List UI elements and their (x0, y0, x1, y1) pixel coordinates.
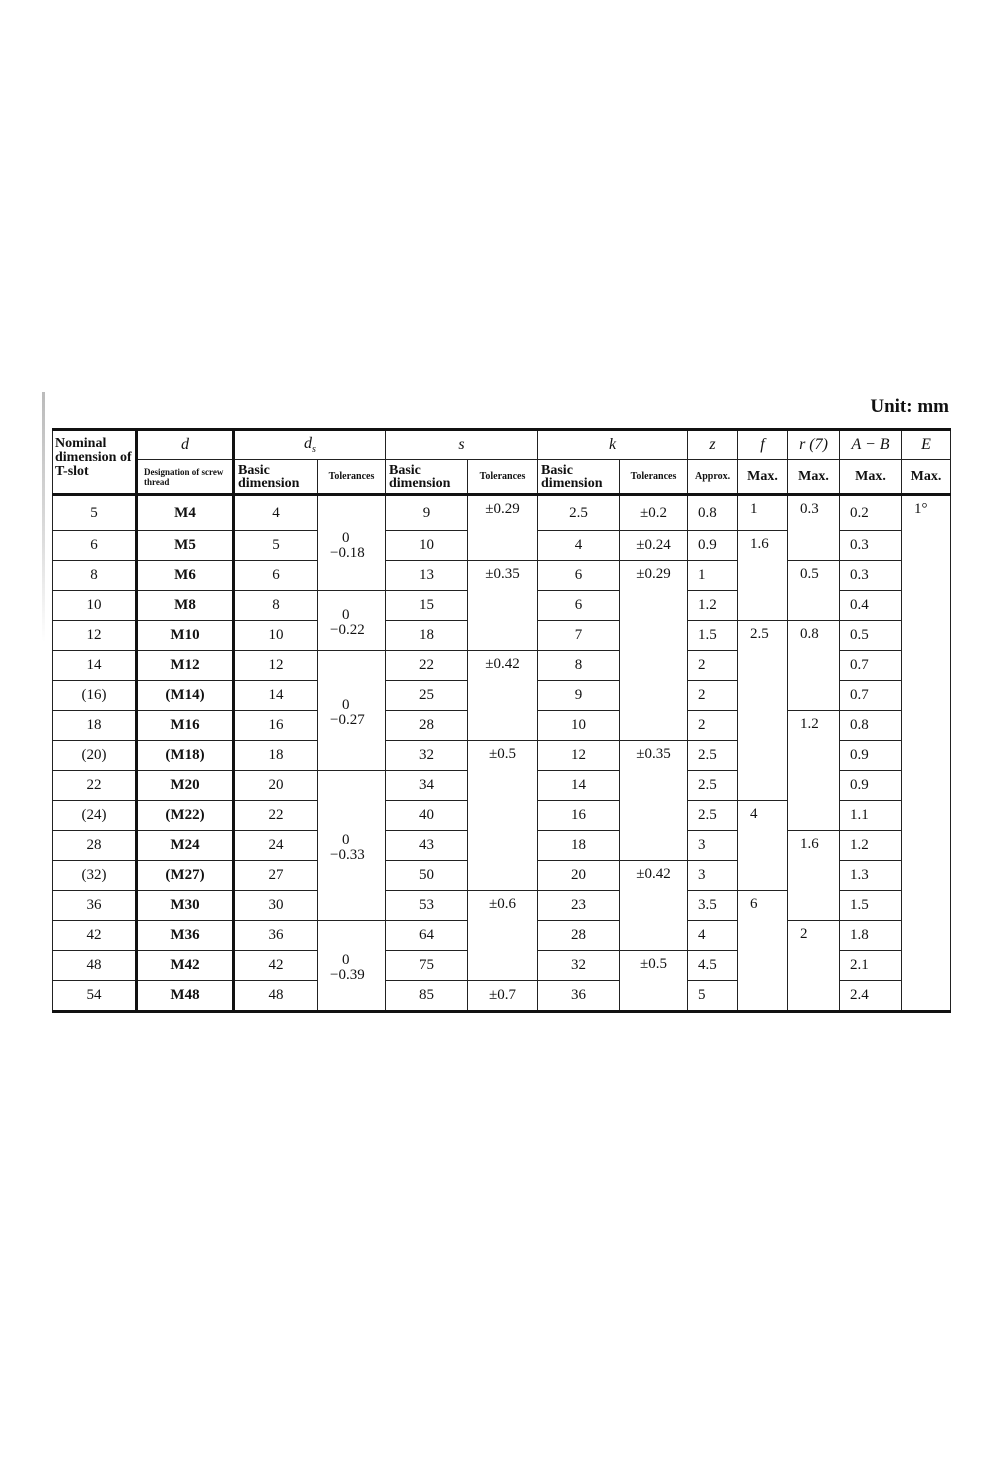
ds-tolerance-cell: 0 −0.39 (318, 921, 386, 1012)
cell-ab: 0.9 (840, 771, 902, 801)
cell-nominal: (16) (53, 681, 137, 711)
scan-edge-shadow (42, 392, 45, 642)
header-e: E (902, 430, 951, 460)
cell-ab: 0.5 (840, 621, 902, 651)
k-tolerance-cell: ±0.2 (620, 495, 688, 531)
cell-ab: 0.2 (840, 495, 902, 531)
cell-ds: 8 (234, 591, 318, 621)
header-f: f (738, 430, 788, 460)
r-max-cell: 0.5 (788, 561, 840, 621)
cell-nominal: (20) (53, 741, 137, 771)
cell-z: 0.9 (688, 531, 738, 561)
cell-d: (M22) (137, 801, 234, 831)
cell-ab: 0.7 (840, 681, 902, 711)
cell-ds: 48 (234, 981, 318, 1012)
cell-nominal: 18 (53, 711, 137, 741)
cell-k: 36 (538, 981, 620, 1012)
cell-nominal: 36 (53, 891, 137, 921)
cell-ds: 5 (234, 531, 318, 561)
cell-d: (M18) (137, 741, 234, 771)
cell-d: M16 (137, 711, 234, 741)
cell-ds: 4 (234, 495, 318, 531)
cell-d: M5 (137, 531, 234, 561)
cell-ab: 1.5 (840, 891, 902, 921)
cell-k: 6 (538, 561, 620, 591)
r-max-cell: 0.8 (788, 621, 840, 711)
cell-s: 53 (386, 891, 468, 921)
header-d-designation: Designation of screw thread (137, 460, 234, 495)
cell-ab: 0.4 (840, 591, 902, 621)
cell-s: 9 (386, 495, 468, 531)
cell-ab: 0.8 (840, 711, 902, 741)
cell-ab: 0.3 (840, 561, 902, 591)
cell-ab: 2.4 (840, 981, 902, 1012)
e-max-cell: 1° (902, 495, 951, 1012)
f-max-cell: 6 (738, 891, 788, 1012)
header-f-max: Max. (738, 460, 788, 495)
cell-z: 3 (688, 831, 738, 861)
cell-nominal: 8 (53, 561, 137, 591)
cell-ds: 14 (234, 681, 318, 711)
header-ds-basic: Basic dimension (234, 460, 318, 495)
header-z: z (688, 430, 738, 460)
cell-k: 2.5 (538, 495, 620, 531)
cell-z: 1 (688, 561, 738, 591)
cell-d: M42 (137, 951, 234, 981)
header-ab-max: Max. (840, 460, 902, 495)
header-ds-tolerances: Tolerances (318, 460, 386, 495)
cell-nominal: 54 (53, 981, 137, 1012)
cell-s: 64 (386, 921, 468, 951)
cell-ab: 0.7 (840, 651, 902, 681)
cell-s: 43 (386, 831, 468, 861)
f-max-cell: 2.5 (738, 621, 788, 801)
header-e-max: Max. (902, 460, 951, 495)
cell-ab: 2.1 (840, 951, 902, 981)
cell-ds: 10 (234, 621, 318, 651)
cell-s: 10 (386, 531, 468, 561)
cell-ab: 0.3 (840, 531, 902, 561)
s-tolerance-cell: ±0.35 (468, 561, 538, 651)
cell-ab: 1.2 (840, 831, 902, 861)
table-row (53, 561, 951, 591)
cell-s: 25 (386, 681, 468, 711)
cell-k: 8 (538, 651, 620, 681)
k-tolerance-cell: ±0.29 (620, 561, 688, 741)
cell-s: 34 (386, 771, 468, 801)
header-k-basic: Basic dimension (538, 460, 620, 495)
header-nominal: Nominal dimension of T-slot (53, 430, 137, 495)
header-s: s (386, 430, 538, 460)
cell-z: 4.5 (688, 951, 738, 981)
cell-k: 28 (538, 921, 620, 951)
cell-nominal: (24) (53, 801, 137, 831)
cell-ds: 42 (234, 951, 318, 981)
cell-k: 23 (538, 891, 620, 921)
cell-s: 40 (386, 801, 468, 831)
cell-s: 15 (386, 591, 468, 621)
table-row (53, 495, 951, 531)
cell-ds: 22 (234, 801, 318, 831)
cell-z: 1.5 (688, 621, 738, 651)
cell-d: (M27) (137, 861, 234, 891)
cell-d: M48 (137, 981, 234, 1012)
header-s-basic: Basic dimension (386, 460, 468, 495)
header-z-approx: Approx. (688, 460, 738, 495)
cell-d: M6 (137, 561, 234, 591)
cell-d: M4 (137, 495, 234, 531)
cell-d: M36 (137, 921, 234, 951)
cell-nominal: 6 (53, 531, 137, 561)
header-r-max: Max. (788, 460, 840, 495)
cell-d: M20 (137, 771, 234, 801)
cell-z: 2 (688, 711, 738, 741)
cell-k: 14 (538, 771, 620, 801)
cell-z: 4 (688, 921, 738, 951)
cell-ds: 27 (234, 861, 318, 891)
cell-nominal: 5 (53, 495, 137, 531)
cell-k: 32 (538, 951, 620, 981)
k-tolerance-cell: ±0.24 (620, 531, 688, 561)
r-max-cell: 0.3 (788, 495, 840, 561)
cell-nominal: 28 (53, 831, 137, 861)
cell-d: M8 (137, 591, 234, 621)
unit-label: Unit: mm (870, 396, 949, 417)
s-tolerance-cell: ±0.5 (468, 741, 538, 891)
cell-ds: 24 (234, 831, 318, 861)
cell-z: 3 (688, 861, 738, 891)
cell-nominal: 10 (53, 591, 137, 621)
cell-s: 13 (386, 561, 468, 591)
ds-tolerance-cell: 0 −0.18 (318, 495, 386, 591)
cell-nominal: 14 (53, 651, 137, 681)
ds-tolerance-cell: 0 −0.27 (318, 651, 386, 771)
header-d: d (137, 430, 234, 460)
cell-z: 5 (688, 981, 738, 1012)
k-tolerance-cell: ±0.5 (620, 951, 688, 1012)
header-ds: $d_s$ (234, 430, 386, 460)
ds-tolerance-cell: 0 −0.33 (318, 771, 386, 921)
cell-k: 7 (538, 621, 620, 651)
cell-ds: 20 (234, 771, 318, 801)
cell-k: 9 (538, 681, 620, 711)
cell-z: 2.5 (688, 801, 738, 831)
cell-nominal: 42 (53, 921, 137, 951)
cell-ab: 1.8 (840, 921, 902, 951)
cell-s: 22 (386, 651, 468, 681)
f-max-cell: 4 (738, 801, 788, 891)
cell-nominal: 22 (53, 771, 137, 801)
cell-d: M24 (137, 831, 234, 861)
cell-ds: 16 (234, 711, 318, 741)
header-k: k (538, 430, 688, 460)
cell-nominal: (32) (53, 861, 137, 891)
cell-nominal: 48 (53, 951, 137, 981)
cell-s: 28 (386, 711, 468, 741)
cell-ab: 1.3 (840, 861, 902, 891)
cell-k: 18 (538, 831, 620, 861)
cell-s: 32 (386, 741, 468, 771)
s-tolerance-cell: ±0.42 (468, 651, 538, 741)
cell-s: 50 (386, 861, 468, 891)
cell-k: 20 (538, 861, 620, 891)
cell-s: 75 (386, 951, 468, 981)
cell-d: (M14) (137, 681, 234, 711)
cell-z: 2 (688, 681, 738, 711)
header-k-tolerances: Tolerances (620, 460, 688, 495)
s-tolerance-cell: ±0.7 (468, 981, 538, 1012)
header-a-minus-b: A − B (840, 430, 902, 460)
s-tolerance-cell: ±0.6 (468, 891, 538, 981)
cell-ds: 36 (234, 921, 318, 951)
cell-z: 2.5 (688, 741, 738, 771)
cell-d: M10 (137, 621, 234, 651)
cell-k: 10 (538, 711, 620, 741)
f-max-cell: 1.6 (738, 531, 788, 621)
s-tolerance-cell: ±0.29 (468, 495, 538, 561)
cell-ds: 30 (234, 891, 318, 921)
cell-z: 3.5 (688, 891, 738, 921)
r-max-cell: 1.6 (788, 831, 840, 921)
cell-d: M12 (137, 651, 234, 681)
cell-k: 6 (538, 591, 620, 621)
r-max-cell: 2 (788, 921, 840, 1012)
cell-nominal: 12 (53, 621, 137, 651)
cell-ds: 18 (234, 741, 318, 771)
cell-k: 4 (538, 531, 620, 561)
r-max-cell: 1.2 (788, 711, 840, 831)
k-tolerance-cell: ±0.35 (620, 741, 688, 861)
header-r: r (7) (788, 430, 840, 460)
cell-k: 12 (538, 741, 620, 771)
cell-s: 18 (386, 621, 468, 651)
cell-ab: 0.9 (840, 741, 902, 771)
cell-s: 85 (386, 981, 468, 1012)
cell-ds: 6 (234, 561, 318, 591)
cell-d: M30 (137, 891, 234, 921)
cell-k: 16 (538, 801, 620, 831)
cell-z: 2.5 (688, 771, 738, 801)
cell-ds: 12 (234, 651, 318, 681)
t-slot-bolt-table (52, 428, 951, 1013)
f-max-cell: 1 (738, 495, 788, 531)
k-tolerance-cell: ±0.42 (620, 861, 688, 951)
cell-z: 1.2 (688, 591, 738, 621)
header-s-tolerances: Tolerances (468, 460, 538, 495)
cell-ab: 1.1 (840, 801, 902, 831)
cell-z: 2 (688, 651, 738, 681)
cell-z: 0.8 (688, 495, 738, 531)
ds-tolerance-cell: 0 −0.22 (318, 591, 386, 651)
